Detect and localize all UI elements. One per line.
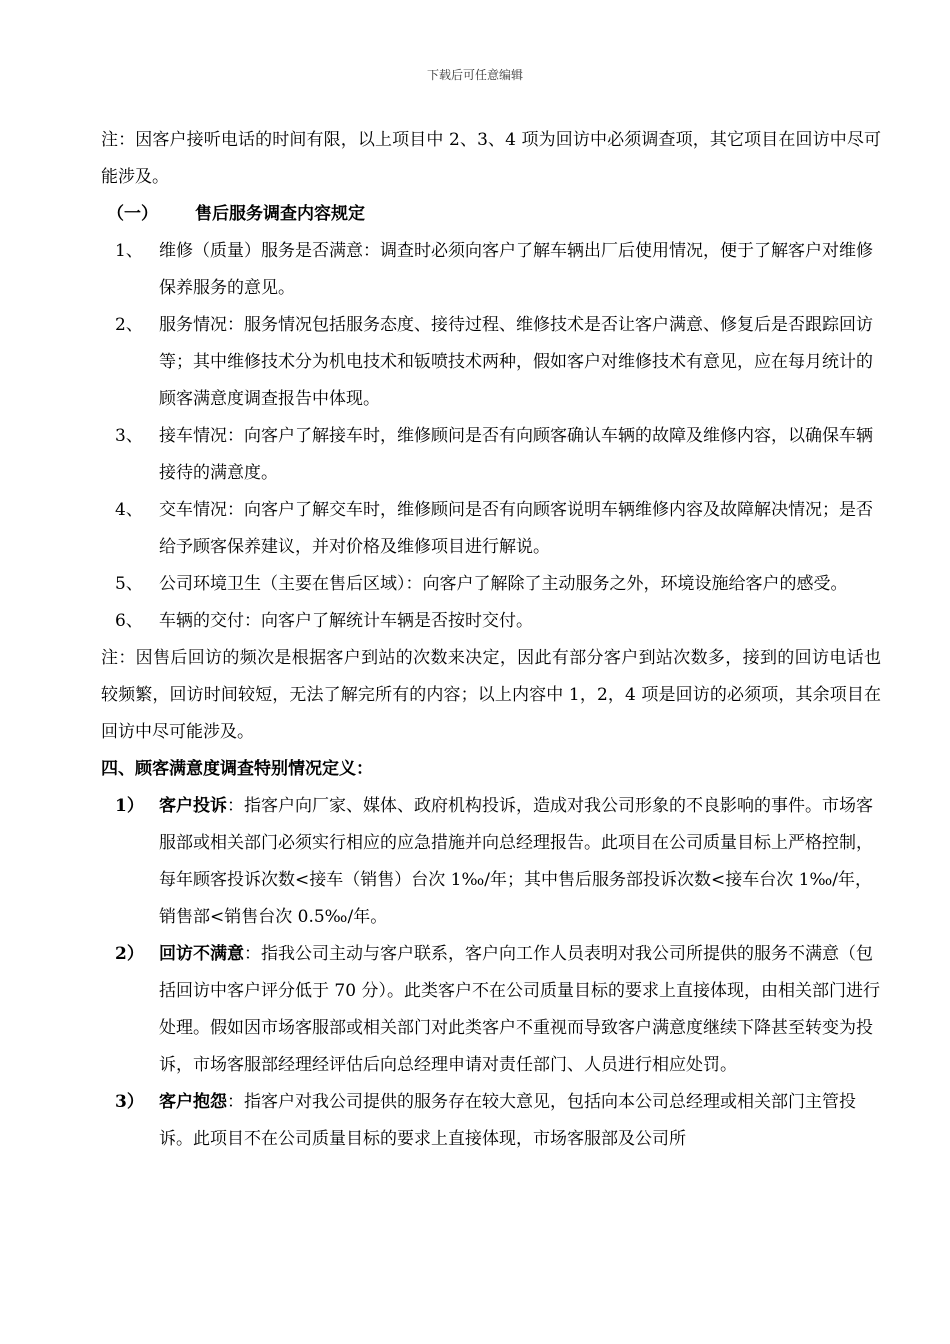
definition-text xyxy=(159,1084,881,1158)
definition-number: 2） xyxy=(115,944,144,964)
page-header: 下载后可任意编辑 xyxy=(426,68,523,82)
list-item-text: 接车情况：向客户了解接车时，维修顾问是否有向顾客确认车辆的故障及维修内容，以确保车辆接待的满意度。 xyxy=(159,426,873,483)
definition-term: 客户投诉 xyxy=(159,796,227,816)
section-1-heading xyxy=(101,196,881,233)
list-item-text: 公司环境卫生（主要在售后区域）：向客户了解除了主动服务之外，环境设施给客户的感受。 xyxy=(159,574,848,594)
list-item xyxy=(101,566,881,603)
list-item-number: 2、 xyxy=(115,315,143,335)
definition-text xyxy=(159,788,881,936)
list-item-number: 5、 xyxy=(115,574,143,594)
note-paragraph-2: 注：因售后回访的频次是根据客户到站的次数来决定，因此有部分客户到站次数多，接到的回访电话也较频繁，回访时间较短，无法了解完所有的内容；以上内容中 1，2，4 项是回访的必须项，其余项目在回访中尽可能涉及。 xyxy=(101,648,881,742)
list-item-number: 1、 xyxy=(115,241,143,261)
definition-item xyxy=(101,788,881,936)
list-item-number: 3、 xyxy=(115,426,143,446)
definition-description: ：指客户向厂家、媒体、政府机构投诉，造成对我公司形象的不良影响的事件。市场客服部或相关部门必须实行相应的应急措施并向总经理报告。此项目在公司质量目标上严格控制，每年顾客投诉次数<接车（销售）台次 1‰/年；其中售后服务部投诉次数<接车台次 1‰/年，销售部<销售台次 0.5‰/年。 xyxy=(159,796,873,927)
definition-item xyxy=(101,1084,881,1158)
list-item xyxy=(101,492,881,566)
list-item-text: 维修（质量）服务是否满意：调查时必须向客户了解车辆出厂后使用情况，便于了解客户对维修保养服务的意见。 xyxy=(159,241,873,298)
definition-description: ：指我公司主动与客户联系，客户向工作人员表明对我公司所提供的服务不满意（包括回访中客户评分低于 70 分）。此类客户不在公司质量目标的要求上直接体现，由相关部门进行处理。假如因市场客服部或相关部门对此类客户不重视而导致客户满意度继续下降甚至转变为投诉，市场客服部经理经评估后向总经理申请对责任部门、人员进行相应处罚。 xyxy=(159,944,880,1075)
definition-number: 1） xyxy=(115,796,144,816)
note-paragraph-1: 注：因客户接听电话的时间有限，以上项目中 2、3、4 项为回访中必须调查项，其它项目在回访中尽可能涉及。 xyxy=(101,130,881,187)
definition-term: 回访不满意 xyxy=(159,944,244,964)
list-item xyxy=(101,307,881,418)
list-item xyxy=(101,418,881,492)
definition-item xyxy=(101,936,881,1084)
section-1-title: 售后服务调查内容规定 xyxy=(195,204,365,224)
section-1-number: （一） xyxy=(107,204,158,224)
list-item-text: 交车情况：向客户了解交车时，维修顾问是否有向顾客说明车辆维修内容及故障解决情况；是否给予顾客保养建议，并对价格及维修项目进行解说。 xyxy=(159,500,873,557)
list-item xyxy=(101,233,881,307)
definition-description: ：指客户对我公司提供的服务存在较大意见，包括向本公司总经理或相关部门主管投诉。此项目不在公司质量目标的要求上直接体现，市场客服部及公司所 xyxy=(159,1092,856,1149)
definition-number: 3） xyxy=(115,1092,144,1112)
list-item-number: 4、 xyxy=(115,500,143,520)
definition-term: 客户抱怨 xyxy=(159,1092,227,1112)
document-body xyxy=(101,122,881,1158)
list-item-number: 6、 xyxy=(115,611,143,631)
section-4-heading: 四、顾客满意度调查特别情况定义： xyxy=(101,759,373,779)
list-item-text: 服务情况：服务情况包括服务态度、接待过程、维修技术是否让客户满意、修复后是否跟踪回访等；其中维修技术分为机电技术和钣喷技术两种，假如客户对维修技术有意见，应在每月统计的顾客满意度调查报告中体现。 xyxy=(159,315,873,409)
list-item xyxy=(101,603,881,640)
list-item-text: 车辆的交付：向客户了解统计车辆是否按时交付。 xyxy=(159,611,533,631)
definition-text xyxy=(159,936,881,1084)
